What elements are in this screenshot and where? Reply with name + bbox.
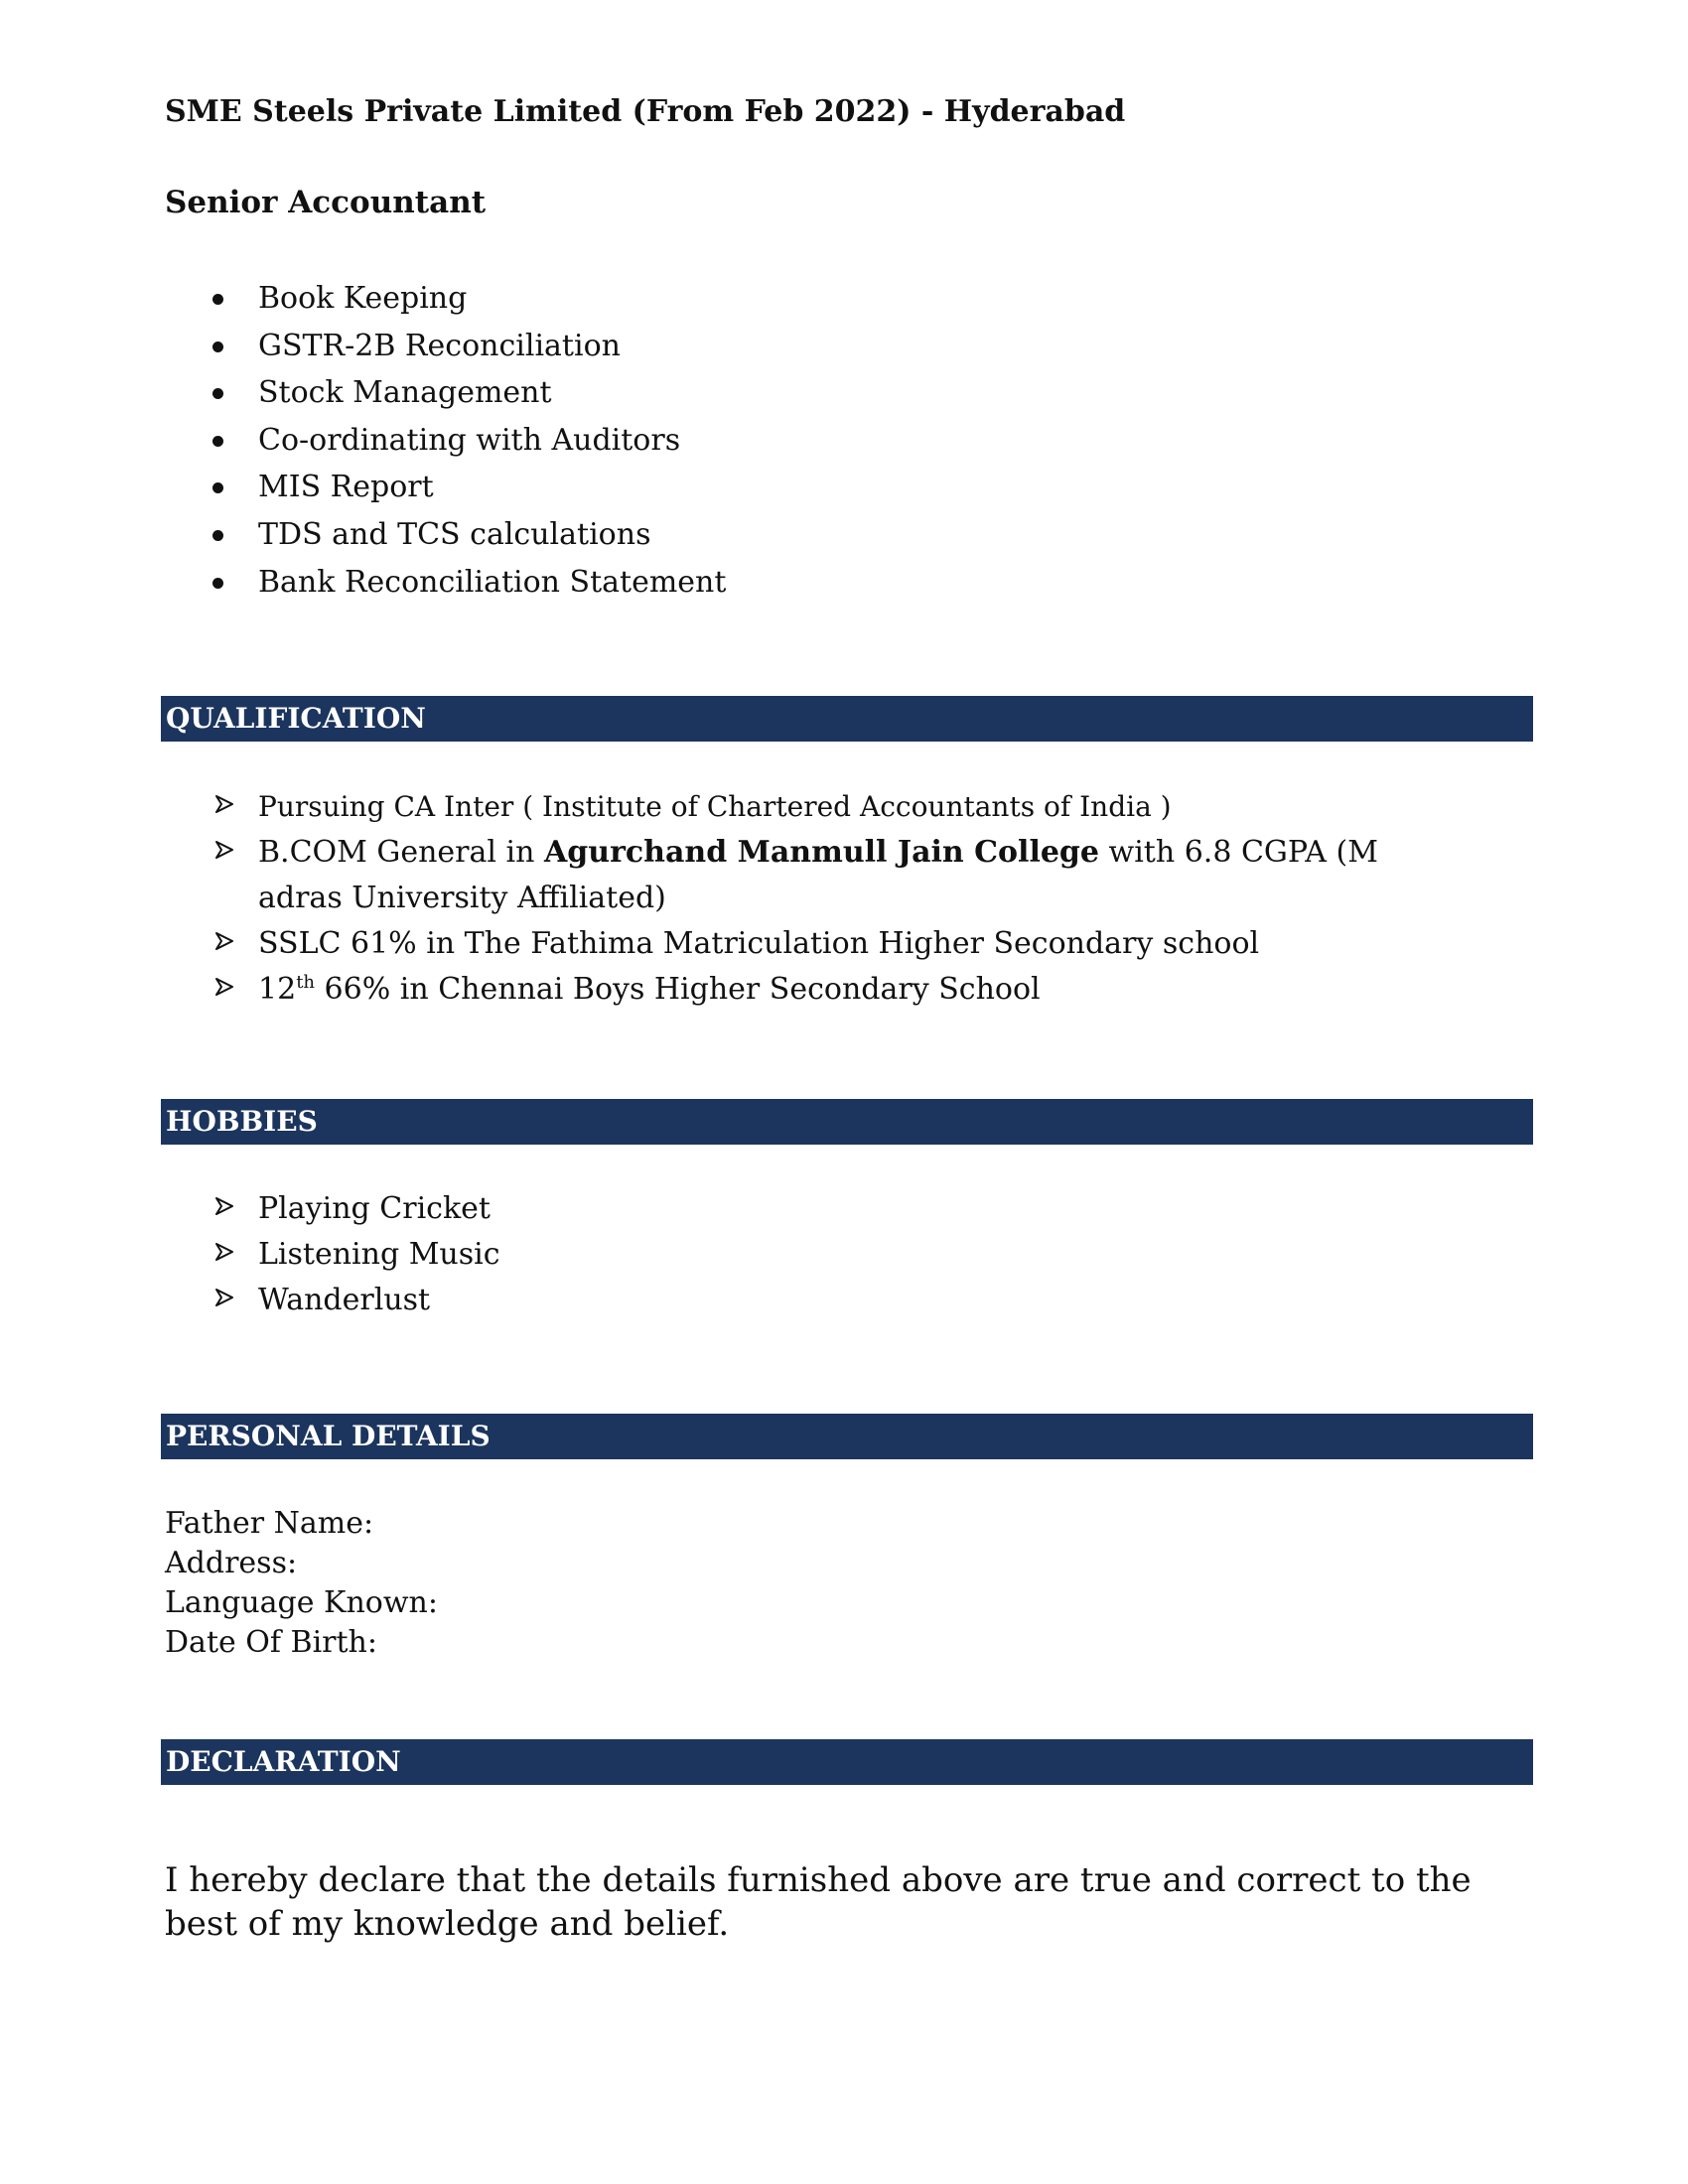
personal-details	[165, 1504, 438, 1663]
qualification-section-header: QUALIFICATION	[161, 696, 1533, 742]
duties-list	[0, 275, 726, 606]
list-item: GSTR-2B Reconciliation	[0, 323, 726, 370]
bullet-icon	[212, 436, 223, 447]
list-item: 12th 66% in Chennai Boys Higher Secondary School	[0, 967, 1410, 1013]
company-heading: SME Steels Private Limited (From Feb 2022) - Hyderabad	[165, 94, 1126, 129]
bullet-icon	[212, 294, 223, 305]
list-item: SSLC 61% in The Fathima Matriculation Higher Secondary school	[0, 921, 1410, 967]
arrow-bullet-icon	[214, 1288, 234, 1307]
bullet-icon	[212, 482, 223, 493]
arrow-bullet-icon	[214, 931, 234, 951]
bullet-icon	[212, 341, 223, 352]
date-of-birth-label: Date Of Birth:	[165, 1625, 377, 1660]
arrow-bullet-icon	[214, 1196, 234, 1216]
list-item: Bank Reconciliation Statement	[0, 559, 726, 607]
list-item: Book Keeping	[0, 275, 726, 323]
personal-details-section-header: PERSONAL DETAILS	[161, 1414, 1533, 1459]
list-item: Stock Management	[0, 369, 726, 417]
hobbies-list	[0, 1186, 1410, 1323]
qualification-list	[0, 784, 1410, 1013]
address-label: Address:	[165, 1546, 298, 1580]
list-item: Pursuing CA Inter ( Institute of Chartered Accountants of India )	[0, 784, 1410, 830]
list-item: TDS and TCS calculations	[0, 511, 726, 559]
father-name-label: Father Name:	[165, 1506, 374, 1541]
arrow-bullet-icon	[214, 977, 234, 997]
job-title: Senior Accountant	[165, 185, 487, 220]
language-known-label: Language Known:	[165, 1585, 438, 1620]
list-item: B.COM General in Agurchand Manmull Jain College with 6.8 CGPA (M adras University Affiliated)	[0, 830, 1410, 921]
bullet-icon	[212, 578, 223, 589]
list-item: Playing Cricket	[0, 1186, 1410, 1232]
arrow-bullet-icon	[214, 1242, 234, 1262]
college-name: Agurchand Manmull Jain College	[544, 835, 1099, 870]
list-item: MIS Report	[0, 464, 726, 511]
list-item: Wanderlust	[0, 1278, 1410, 1323]
list-item: Co-ordinating with Auditors	[0, 417, 726, 465]
bullet-icon	[212, 530, 223, 541]
arrow-bullet-icon	[214, 840, 234, 860]
hobbies-section-header: HOBBIES	[161, 1099, 1533, 1145]
declaration-text: I hereby declare that the details furnished above are true and correct to the best of my knowledge and belief.	[165, 1860, 1472, 1944]
list-item: Listening Music	[0, 1232, 1410, 1278]
declaration-section-header: DECLARATION	[161, 1739, 1533, 1785]
arrow-bullet-icon	[214, 794, 234, 814]
bullet-icon	[212, 388, 223, 399]
